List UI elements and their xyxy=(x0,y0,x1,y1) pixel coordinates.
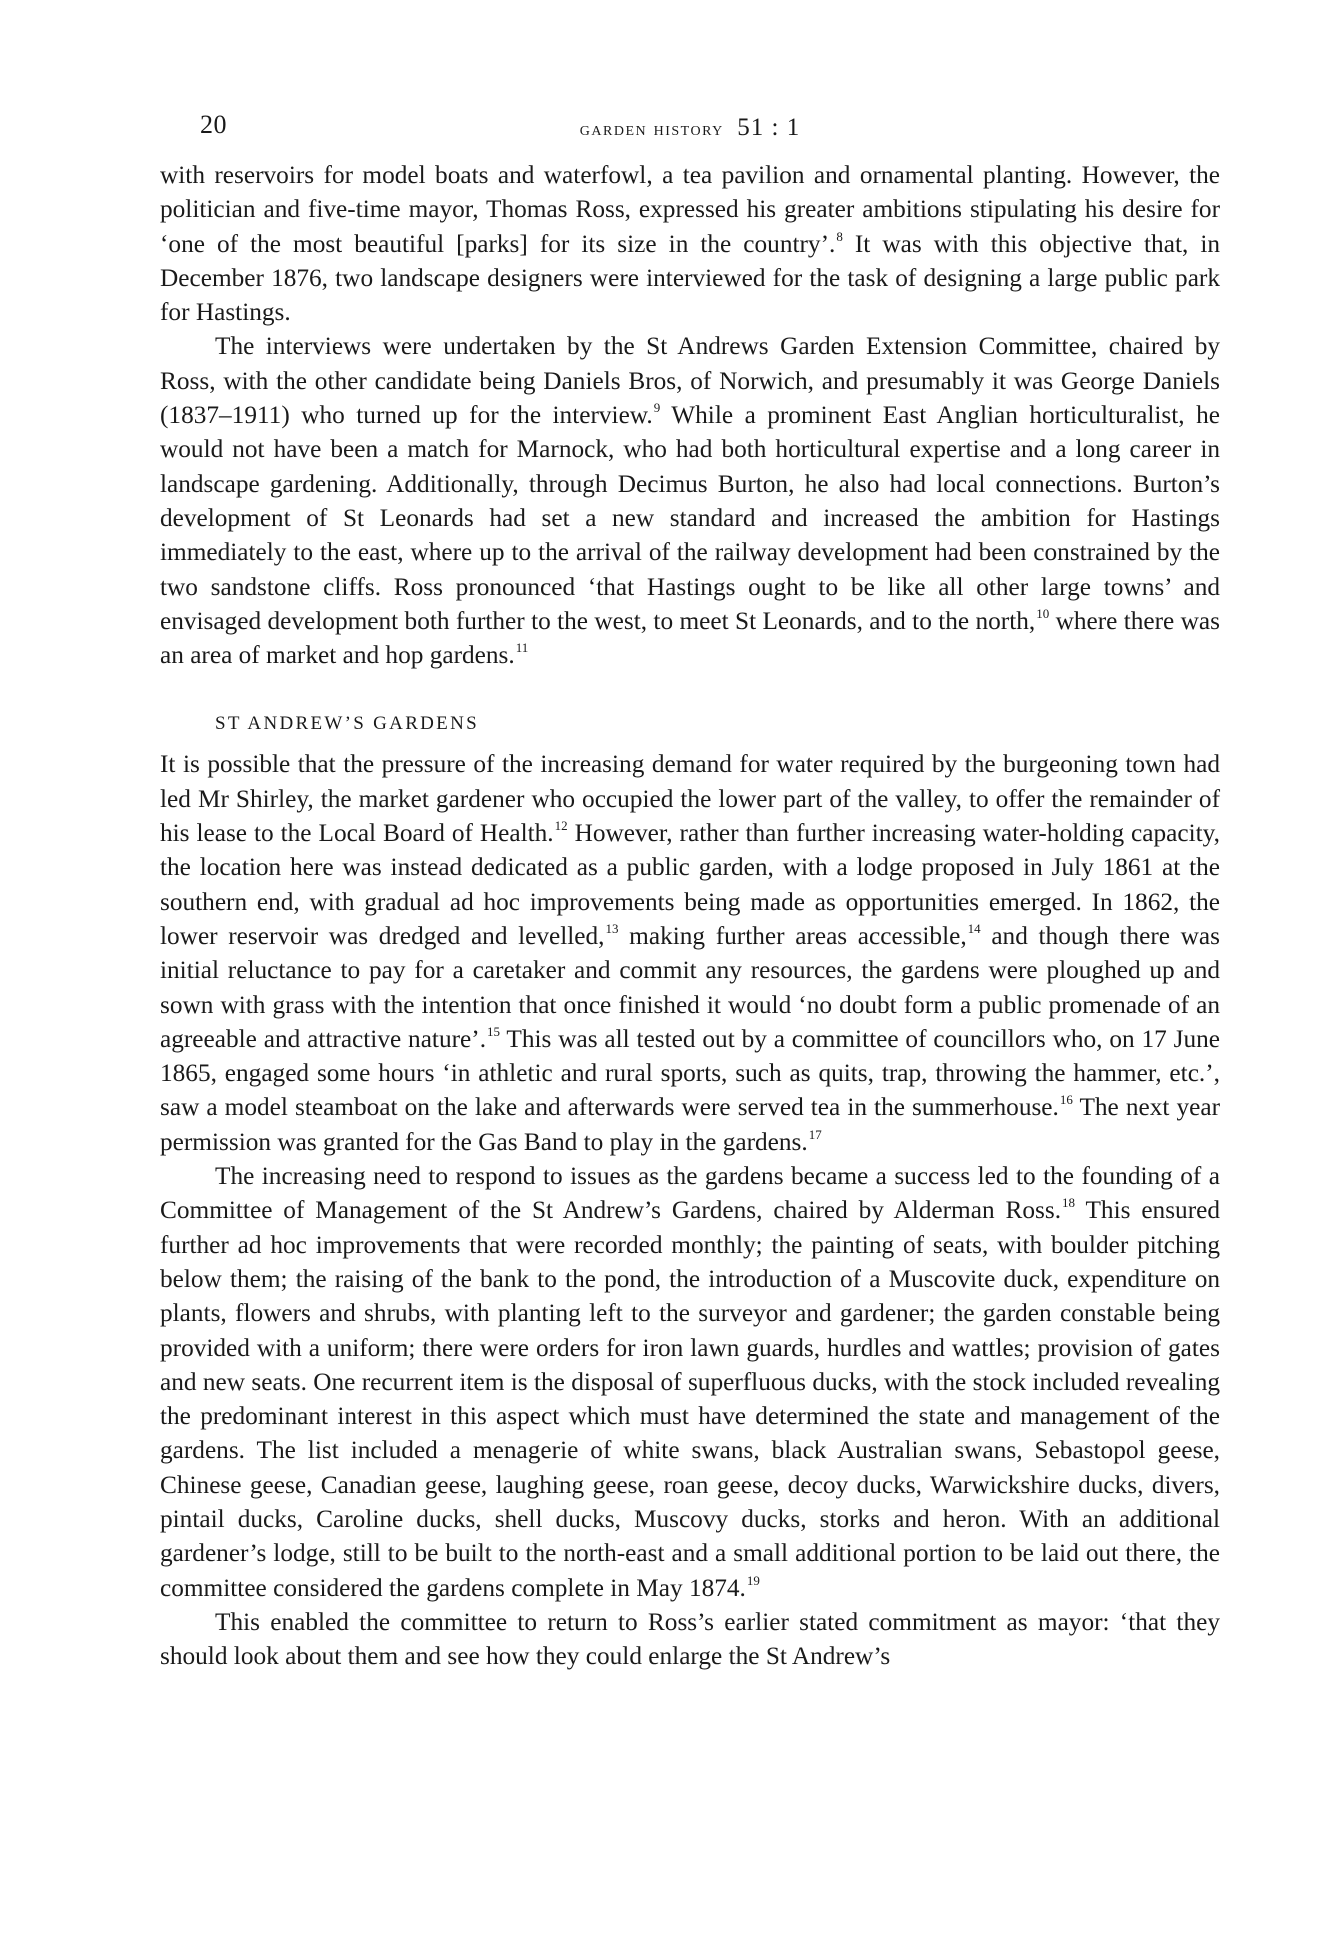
paragraph xyxy=(160,158,1220,329)
footnote-marker[interactable]: 12 xyxy=(554,818,568,834)
paragraph xyxy=(160,329,1220,672)
footnote-marker[interactable]: 17 xyxy=(808,1126,822,1142)
journal-title xyxy=(160,114,1220,142)
paragraph-text: It is possible that the pressure of the increasing demand for water required by the burgeoning town had led Mr Shirley, the market gardener who occupied the lower part of the valley, to offer the remainder of his lease to the Local Board of Health. xyxy=(160,750,1220,848)
paragraph-text: and though there was initial reluctance to pay for a caretaker and commit any resources, the gardens were ploughed up and sown with grass with the intention that once finished it would ‘no doubt form a public promenade of an agreeable and attractive nature’. xyxy=(160,921,1220,1053)
paragraph-text: making further areas accessible, xyxy=(618,921,967,950)
footnote-marker[interactable]: 18 xyxy=(1062,1195,1076,1211)
footnote-marker[interactable]: 9 xyxy=(653,400,661,416)
paragraph-text: with reservoirs for model boats and waterfowl, a tea pavilion and ornamental planting. However, the politician and five-time mayor, Thomas Ross, expressed his greater ambitions stipulating his desire for ‘one of the most beautiful [parks] for its size in the country’. xyxy=(160,161,1220,258)
paragraph-text: This enabled the committee to return to Ross’s earlier stated commitment as mayor: ‘that they should look about them and see how they could enlarge the St Andrew’s xyxy=(160,1607,1220,1671)
article-body xyxy=(160,158,1220,1673)
running-head xyxy=(160,110,1220,150)
paragraph-text: The increasing need to respond to issues as the gardens became a success led to the founding of a Committee of Management of the St Andrew’s Gardens, chaired by Alderman Ross. xyxy=(160,1162,1220,1225)
paragraph-text: The next year permission was granted for the Gas Band to play in the gardens. xyxy=(160,1093,1220,1156)
paragraph-text: It was with this objective that, in December 1876, two landscape designers were interviewed for the task of designing a large public park for Hastings. xyxy=(160,229,1220,327)
footnote-marker[interactable]: 15 xyxy=(487,1023,501,1039)
volume-issue: 51 : 1 xyxy=(737,114,801,141)
paragraph xyxy=(160,1605,1220,1674)
paragraph-text: While a prominent East Anglian horticulturalist, he would not have been a match for Marnock, who had both horticultural expertise and a long career in landscape gardening. Additionally, through Decimus Burton, he also had local connections. Burton’s development of St Leonards had set a new standard and increased the ambition for Hastings immediately to the east, where up to the arrival of the railway development had been constrained by the two sandstone cliffs. Ross pronounced ‘that Hastings ought to be like all other large towns’ and envisaged development both further to the west, to meet St Leonards, and to the north, xyxy=(160,401,1220,635)
paragraph xyxy=(160,747,1220,1159)
page-number: 20 xyxy=(200,110,227,139)
footnote-marker[interactable]: 14 xyxy=(967,920,981,936)
footnote-marker[interactable]: 19 xyxy=(746,1572,760,1588)
paragraph-text: The interviews were undertaken by the St Andrews Garden Extension Committee, chaired by Ross, with the other candidate being Daniels Bros, of Norwich, and presumably it was George Daniels (1837–1911) who turned up for the interview. xyxy=(160,332,1220,430)
paragraph-text: This was all tested out by a committee of councillors who, on 17 June 1865, engaged some hours ‘in athletic and rural sports, such as quits, trap, throwing the hammer, etc.’, saw a model steamboat on the lake and afterwards were served tea in the summerhouse. xyxy=(160,1024,1220,1122)
footnote-marker[interactable]: 8 xyxy=(836,228,843,244)
paragraph-text: However, rather than further increasing water-holding capacity, the location here was instead dedicated as a public garden, with a lodge proposed in July 1861 at the southern end, with gradual ad hoc improvements being made as opportunities emerged. In 1862, the lower reservoir was dredged and levelled, xyxy=(160,819,1220,950)
paragraph-text: This ensured further ad hoc improvements that were recorded monthly; the painting of seats, with boulder pitching below them; the raising of the bank to the pond, the introduction of a Muscovite duck, expenditure on plants, flowers and shrubs, with planting left to the surveyor and gardener; the garden constable being provided with a uniform; there were orders for iron lawn guards, hurdles and wattles; provision of gates and new seats. One recurrent item is the disposal of superfluous ducks, with the stock included revealing the predominant interest in this aspect which must have determined the state and management of the gardens. The list included a menagerie of white swans, black Australian swans, Sebastopol geese, Chinese geese, Canadian geese, laughing geese, roan geese, decoy ducks, Warwickshire ducks, divers, pintail ducks, Caroline ducks, shell ducks, Muscovy ducks, storks and heron. With an additional gardener’s lodge, still to be built to the north-east and a small additional portion to be laid out there, the committee considered the gardens complete in May 1874. xyxy=(160,1196,1221,1602)
footnote-marker[interactable]: 13 xyxy=(605,920,619,936)
paragraph xyxy=(160,1159,1220,1605)
journal-name: garden history xyxy=(579,118,724,140)
footnote-marker[interactable]: 16 xyxy=(1059,1092,1073,1108)
paragraph-text: where there was an area of market and hop gardens. xyxy=(160,606,1220,670)
footnote-marker[interactable]: 10 xyxy=(1036,605,1050,621)
footnote-marker[interactable]: 11 xyxy=(515,640,529,656)
section-heading: ST ANDREW’S GARDENS xyxy=(215,713,479,735)
